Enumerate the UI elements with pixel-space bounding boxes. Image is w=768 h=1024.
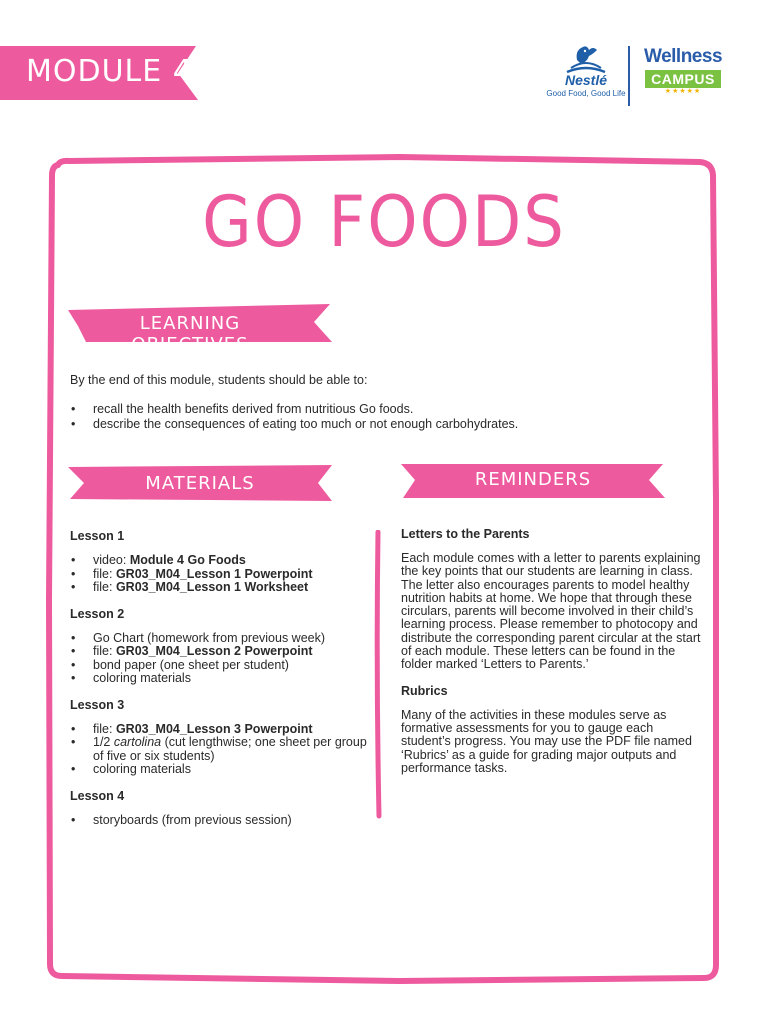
lesson-title: Lesson 4: [70, 788, 125, 803]
objectives-list: [70, 402, 518, 432]
campus-badge: CAMPUS: [645, 70, 721, 88]
material-item: • 1/2 cartolina (cut lengthwise; one sheet per group of five or six students): [70, 736, 370, 763]
lesson-materials-list: [70, 554, 370, 595]
objectives-heading-ribbon: [68, 304, 332, 355]
material-item: • file: GR03_M04_Lesson 3 Powerpoint: [70, 723, 370, 737]
lesson-materials-list: [70, 632, 370, 686]
module-ribbon: [0, 44, 200, 102]
materials-heading-ribbon: [68, 463, 332, 503]
lesson-title: Lesson 2: [70, 606, 125, 621]
materials-heading: MATERIALS: [145, 473, 255, 494]
material-item: • file: GR03_M04_Lesson 1 Powerpoint: [70, 568, 370, 582]
objectives-intro: By the end of this module, students should be able to:: [70, 373, 368, 387]
logo-divider: [628, 46, 630, 106]
reminders-section: [401, 526, 701, 786]
reminder-title: Letters to the Parents: [401, 527, 530, 541]
nestle-logo: [536, 42, 636, 98]
lesson-materials-list: [70, 723, 370, 777]
material-item: • coloring materials: [70, 763, 370, 777]
lesson-materials-list: [70, 814, 370, 828]
brand-logos: [536, 42, 736, 108]
material-item: • Go Chart (homework from previous week): [70, 632, 370, 646]
reminder-body: Each module comes with a letter to parents explaining the key points that our students are learning in class. The letter also encourages parents to model healthy nutrition habits at home. We hope that through these circulars, parents will become involved in their child’s learning process. Please remember to photocopy and distribute the corresponding parent circular at the start of each module. These letters can be found in the folder marked ‘Letters to Parents.’: [401, 551, 701, 672]
reminders-heading: REMINDERS: [474, 469, 592, 490]
materials-section: [70, 528, 370, 838]
lesson-title: Lesson 3: [70, 697, 125, 712]
lesson-title: Lesson 1: [70, 529, 125, 543]
material-item: • storyboards (from previous session): [70, 814, 370, 828]
material-item: • video: Module 4 Go Foods: [70, 554, 370, 568]
wellness-name: Wellness: [643, 46, 723, 67]
reminders-heading-ribbon: [401, 462, 665, 502]
material-item: • file: GR03_M04_Lesson 1 Worksheet: [70, 581, 370, 595]
column-divider: [372, 530, 384, 820]
nestle-tagline: Good Food, Good Life: [546, 89, 626, 98]
module-label: MODULE 4: [26, 54, 193, 89]
objectives-heading: LEARNING OBJECTIVES: [131, 313, 249, 355]
nestle-nest-icon: [563, 42, 609, 76]
material-item: • coloring materials: [70, 672, 370, 686]
material-item: • bond paper (one sheet per student): [70, 659, 370, 673]
reminder-body: Many of the activities in these modules serve as formative assessments for you to gauge each student’s progress. You may use the PDF file named ‘Rubrics’ as a guide for grading major outputs and performance tasks.: [401, 707, 692, 775]
material-item: • file: GR03_M04_Lesson 2 Powerpoint: [70, 645, 370, 659]
objective-item: • recall the health benefits derived from nutritious Go foods.: [70, 402, 518, 417]
reminder-title: Rubrics: [401, 683, 448, 698]
stars-icon: ★★★★★: [664, 88, 702, 95]
wellness-campus-logo: [640, 46, 726, 95]
objective-item: • describe the consequences of eating too much or not enough carbohydrates.: [70, 417, 518, 432]
page-title: GO FOODS: [202, 182, 566, 264]
nestle-name: Nestlé: [564, 72, 608, 88]
